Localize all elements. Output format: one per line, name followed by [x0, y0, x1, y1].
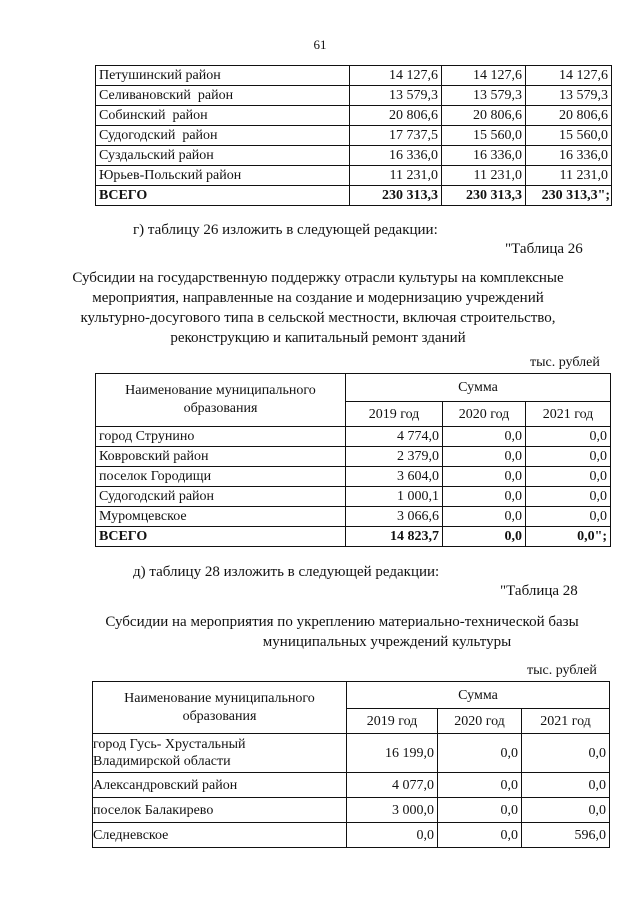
value-2020: 0,0 [438, 773, 522, 798]
value-2019: 3 000,0 [347, 798, 438, 823]
value-2019: 3 604,0 [346, 467, 443, 487]
value-2020: 0,0 [438, 734, 522, 773]
table-row [93, 798, 610, 823]
header-name-line: Наименование муниципального [124, 690, 315, 706]
row-name: Ковровский район [96, 447, 346, 467]
header-name [96, 374, 346, 427]
row-name: Суздальский район [96, 146, 350, 166]
value-2021: 0,0 [522, 734, 610, 773]
header-row [93, 682, 610, 709]
value-2020: 0,0 [438, 798, 522, 823]
table-26-caption [0, 268, 640, 348]
value-2021: 13 579,3 [526, 86, 612, 106]
row-name-line: Владимирской области [93, 754, 231, 769]
row-name: город Струнино [96, 427, 346, 447]
header-2020: 2020 год [443, 402, 526, 427]
table-26 [95, 373, 611, 547]
header-2020: 2020 год [438, 709, 522, 734]
row-name: Александровский район [93, 773, 347, 798]
value-2021: 0,0 [526, 447, 611, 467]
table-28-caption [0, 612, 640, 652]
header-name-line: Наименование муниципального [125, 383, 316, 398]
caption-line: Субсидии на государственную поддержку отрасли культуры на комплексные [72, 270, 564, 286]
value-2019: 16 199,0 [347, 734, 438, 773]
table-row [96, 86, 612, 106]
table-28-label: "Таблица 28 [500, 583, 578, 599]
value-2019: 11 231,0 [350, 166, 442, 186]
value-2020: 0,0 [443, 487, 526, 507]
header-2021: 2021 год [522, 709, 610, 734]
row-name: Судогодский район [96, 126, 350, 146]
caption-line: Субсидии на мероприятия по укреплению материально-технической базы [105, 614, 579, 630]
table-row [96, 66, 612, 86]
row-name: Петушинский район [96, 66, 350, 86]
value-2019: 3 066,6 [346, 507, 443, 527]
value-2019: 13 579,3 [350, 86, 442, 106]
value-2021: 14 127,6 [526, 66, 612, 86]
row-name: поселок Городищи [96, 467, 346, 487]
total-2020: 0,0 [443, 527, 526, 547]
row-name: поселок Балакирево [93, 798, 347, 823]
table-row [96, 126, 612, 146]
value-2021: 20 806,6 [526, 106, 612, 126]
header-2021: 2021 год [526, 402, 611, 427]
total-2019: 230 313,3 [350, 186, 442, 206]
total-2021: 230 313,3"; [526, 186, 612, 206]
row-name-line: город Гусь- Хрустальный [93, 737, 246, 752]
table-row [96, 146, 612, 166]
continued-table [95, 65, 612, 206]
value-2021: 11 231,0 [526, 166, 612, 186]
value-2020: 11 231,0 [442, 166, 526, 186]
caption-line: реконструкцию и капитальный ремонт зданий [170, 330, 466, 346]
value-2019: 16 336,0 [350, 146, 442, 166]
header-2019: 2019 год [347, 709, 438, 734]
value-2019: 2 379,0 [346, 447, 443, 467]
header-name-line: образования [183, 401, 258, 416]
table-row [93, 734, 610, 773]
value-2021: 0,0 [526, 487, 611, 507]
value-2019: 4 774,0 [346, 427, 443, 447]
total-label: ВСЕГО [96, 527, 346, 547]
unit-label: тыс. рублей [527, 663, 597, 678]
caption-line: культурно-досугового типа в сельской местности, включая строительство, [80, 310, 556, 326]
value-2019: 17 737,5 [350, 126, 442, 146]
total-label: ВСЕГО [96, 186, 350, 206]
row-name: Следневское [93, 823, 347, 848]
value-2020: 20 806,6 [442, 106, 526, 126]
value-2020: 14 127,6 [442, 66, 526, 86]
row-name: Собинский район [96, 106, 350, 126]
total-2019: 14 823,7 [346, 527, 443, 547]
table-row [93, 773, 610, 798]
table-26-label: "Таблица 26 [505, 241, 583, 257]
value-2020: 0,0 [443, 467, 526, 487]
header-name-line: образования [182, 708, 257, 724]
header-name [93, 682, 347, 734]
table-row [96, 427, 611, 447]
unit-label: тыс. рублей [530, 355, 600, 370]
table-row [96, 106, 612, 126]
header-row [96, 374, 611, 402]
row-name: Судогодский район [96, 487, 346, 507]
row-name: Юрьев-Польский район [96, 166, 350, 186]
value-2021: 0,0 [526, 507, 611, 527]
caption-line: муниципальных учреждений культуры [262, 634, 512, 650]
value-2020: 0,0 [443, 507, 526, 527]
table-28 [92, 681, 610, 848]
row-name: Селивановский район [96, 86, 350, 106]
value-2021: 15 560,0 [526, 126, 612, 146]
total-row [96, 527, 611, 547]
page-number: 61 [313, 37, 327, 52]
value-2019: 1 000,1 [346, 487, 443, 507]
row-name: Муромцевское [96, 507, 346, 527]
header-sum: Сумма [347, 682, 610, 709]
table-row [96, 166, 612, 186]
header-sum: Сумма [346, 374, 611, 402]
value-2020: 15 560,0 [442, 126, 526, 146]
instruction-g: г) таблицу 26 изложить в следующей редакции: [133, 222, 438, 238]
caption-line: мероприятия, направленные на создание и модернизацию учреждений [92, 290, 544, 306]
value-2020: 13 579,3 [442, 86, 526, 106]
value-2019: 4 077,0 [347, 773, 438, 798]
value-2020: 0,0 [438, 823, 522, 848]
table-row [96, 507, 611, 527]
instruction-d: д) таблицу 28 изложить в следующей редакции: [133, 564, 440, 580]
row-name [93, 734, 347, 773]
table-row [96, 467, 611, 487]
value-2021: 0,0 [522, 798, 610, 823]
total-2020: 230 313,3 [442, 186, 526, 206]
table-row [96, 487, 611, 507]
value-2021: 596,0 [522, 823, 610, 848]
value-2021: 0,0 [526, 467, 611, 487]
total-2021: 0,0"; [526, 527, 611, 547]
value-2019: 14 127,6 [350, 66, 442, 86]
value-2020: 0,0 [443, 447, 526, 467]
value-2021: 0,0 [526, 427, 611, 447]
table-row [96, 447, 611, 467]
total-row [96, 186, 612, 206]
value-2019: 20 806,6 [350, 106, 442, 126]
value-2020: 0,0 [443, 427, 526, 447]
value-2021: 0,0 [522, 773, 610, 798]
value-2021: 16 336,0 [526, 146, 612, 166]
table-row [93, 823, 610, 848]
value-2019: 0,0 [347, 823, 438, 848]
value-2020: 16 336,0 [442, 146, 526, 166]
header-2019: 2019 год [346, 402, 443, 427]
